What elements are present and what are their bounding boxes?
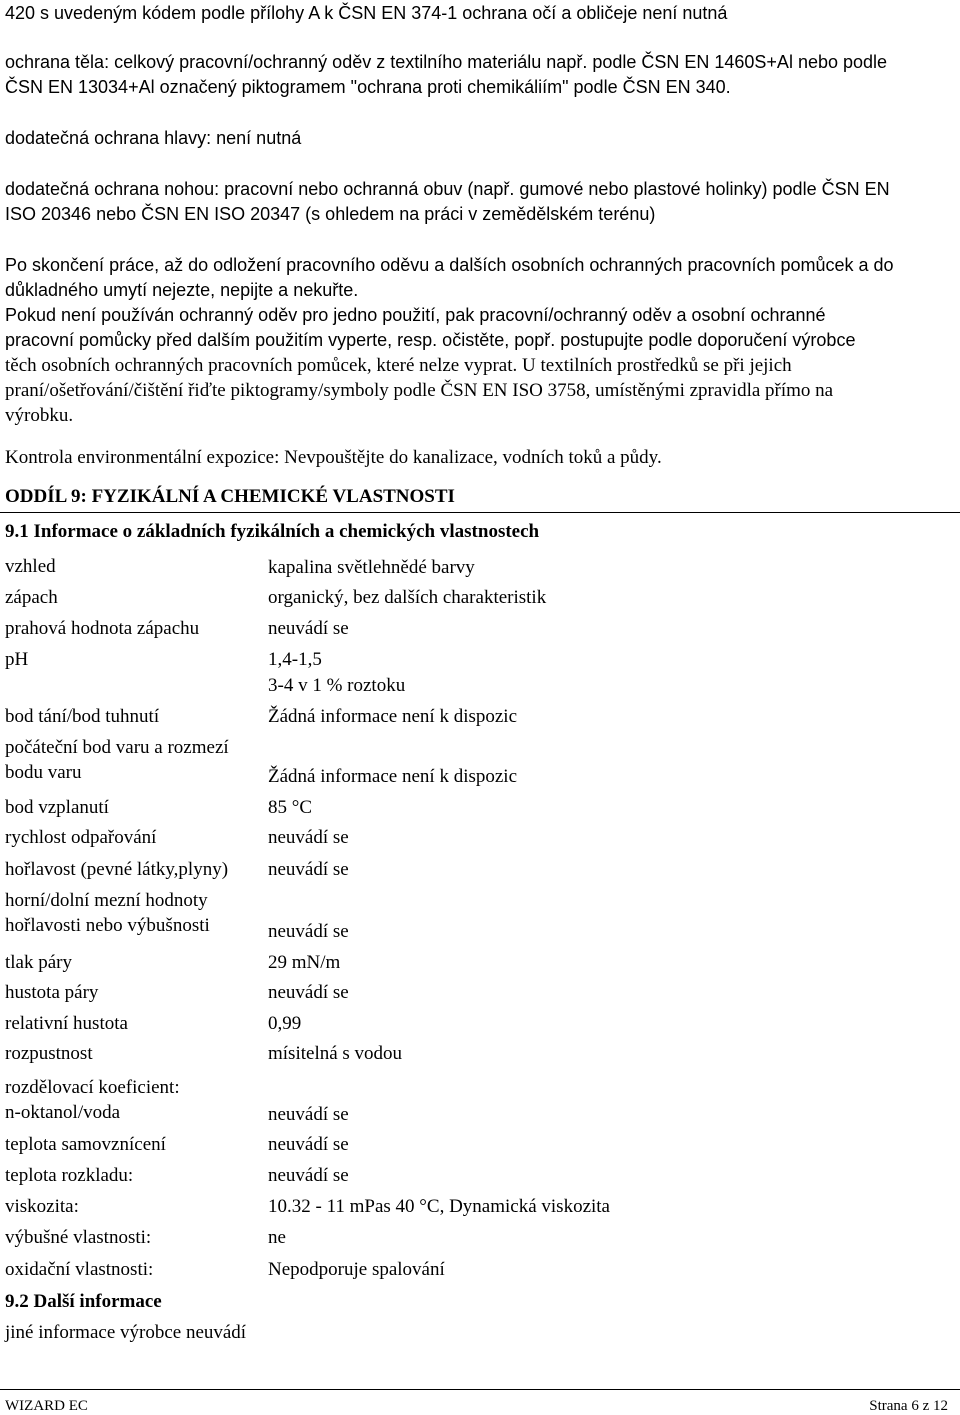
- property-label: prahová hodnota zápachu: [5, 618, 200, 639]
- property-label: bodu varu: [5, 762, 82, 783]
- property-label: oxidační vlastnosti:: [5, 1259, 154, 1280]
- property-label: rozdělovací koeficient:: [5, 1077, 180, 1098]
- property-label: bod vzplanutí: [5, 797, 109, 818]
- other-info-text: jiné informace výrobce neuvádí: [5, 1322, 247, 1343]
- property-label: bod tání/bod tuhnutí: [5, 706, 160, 727]
- after-work-line-2: důkladného umytí nejezte, nepijte a nekuřte.: [5, 280, 359, 300]
- property-value: 10.32 - 11 mPas 40 °C, Dynamická viskozita: [268, 1196, 610, 1217]
- property-value: neuvádí se: [268, 827, 349, 848]
- footer-divider: [0, 1389, 960, 1390]
- after-work-line-7: výrobku.: [5, 405, 74, 426]
- property-label: vzhled: [5, 556, 56, 577]
- property-label: počáteční bod varu a rozmezí: [5, 737, 229, 758]
- property-label: n-oktanol/voda: [5, 1102, 121, 1123]
- head-protection-text: dodatečná ochrana hlavy: není nutná: [5, 128, 302, 148]
- property-value: 85 °C: [268, 797, 313, 818]
- property-value: neuvádí se: [268, 1134, 349, 1155]
- property-label: zápach: [5, 587, 58, 608]
- property-label: hořlavosti nebo výbušnosti: [5, 915, 210, 936]
- property-label: pH: [5, 649, 29, 670]
- property-label: hořlavost (pevné látky,plyny): [5, 859, 229, 880]
- property-value: 1,4-1,5: [268, 649, 322, 670]
- section-divider: [0, 512, 960, 513]
- footer-page-number: Strana 6 z 12: [869, 1398, 948, 1414]
- property-value: kapalina světlehnědé barvy: [268, 557, 475, 578]
- after-work-line-5: těch osobních ochranných pracovních pomůcek, které nelze vyprat. U textilních prostředků se při jejich: [5, 355, 792, 376]
- section-9-title: ODDÍL 9: FYZIKÁLNÍ A CHEMICKÉ VLASTNOSTI: [5, 486, 455, 507]
- property-value: organický, bez dalších charakteristik: [268, 587, 547, 608]
- subsection-9-2-title: 9.2 Další informace: [5, 1291, 162, 1312]
- property-value: neuvádí se: [268, 982, 349, 1003]
- property-value: Nepodporuje spalování: [268, 1259, 445, 1280]
- property-value: 29 mN/m: [268, 952, 341, 973]
- property-label: tlak páry: [5, 952, 73, 973]
- property-label: rozpustnost: [5, 1043, 93, 1064]
- property-value: neuvádí se: [268, 1165, 349, 1186]
- property-value: neuvádí se: [268, 859, 349, 880]
- property-label: teplota samovznícení: [5, 1134, 166, 1155]
- property-value: Žádná informace není k dispozic: [268, 766, 518, 787]
- property-value: neuvádí se: [268, 618, 349, 639]
- eye-protection-text: 420 s uvedeným kódem podle přílohy A k ČSN EN 374-1 ochrana očí a obličeje není nutná: [5, 3, 728, 23]
- property-label: výbušné vlastnosti:: [5, 1227, 152, 1248]
- footer-document-name: WIZARD EC: [5, 1398, 88, 1414]
- environment-text: Kontrola environmentální expozice: Nevpouštějte do kanalizace, vodních toků a půdy.: [5, 447, 662, 468]
- after-work-line-4: pracovní pomůcky před dalším použitím vyperte, resp. očistěte, popř. postupujte podle doporučení výrobce: [5, 330, 856, 350]
- property-label: rychlost odpařování: [5, 827, 157, 848]
- after-work-line-1: Po skončení práce, až do odložení pracovního oděvu a dalších osobních ochranných pracovních pomůcek a do: [5, 255, 894, 275]
- after-work-line-3: Pokud není používán ochranný oděv pro jedno použití, pak pracovní/ochranný oděv a osobní ochranné: [5, 305, 826, 325]
- property-value: ne: [268, 1227, 286, 1248]
- subsection-9-1-title: 9.1 Informace o základních fyzikálních a chemických vlastnostech: [5, 521, 540, 542]
- property-value: neuvádí se: [268, 1104, 349, 1125]
- property-label: relativní hustota: [5, 1013, 128, 1034]
- property-value: mísitelná s vodou: [268, 1043, 403, 1064]
- property-label: horní/dolní mezní hodnoty: [5, 890, 208, 911]
- property-value: neuvádí se: [268, 921, 349, 942]
- property-value: 3-4 v 1 % roztoku: [268, 675, 406, 696]
- property-label: teplota rozkladu:: [5, 1165, 134, 1186]
- foot-protection-line-2: ISO 20346 nebo ČSN EN ISO 20347 (s ohledem na práci v zemědělském terénu): [5, 204, 656, 224]
- after-work-line-6: praní/ošetřování/čištění řiďte piktogramy/symboly podle ČSN EN ISO 3758, umístěnými zpravidla přímo na: [5, 380, 834, 401]
- property-label: hustota páry: [5, 982, 99, 1003]
- body-protection-line-1: ochrana těla: celkový pracovní/ochranný oděv z textilního materiálu např. podle ČSN EN 1460S+Al nebo podle: [5, 52, 888, 72]
- property-label: viskozita:: [5, 1196, 79, 1217]
- foot-protection-line-1: dodatečná ochrana nohou: pracovní nebo ochranná obuv (např. gumové nebo plastové holinky) podle ČSN EN: [5, 179, 890, 199]
- body-protection-line-2: ČSN EN 13034+Al označený piktogramem "ochrana proti chemikáliím" podle ČSN EN 340.: [5, 77, 731, 97]
- property-value: Žádná informace není k dispozic: [268, 706, 518, 727]
- property-value: 0,99: [268, 1013, 302, 1034]
